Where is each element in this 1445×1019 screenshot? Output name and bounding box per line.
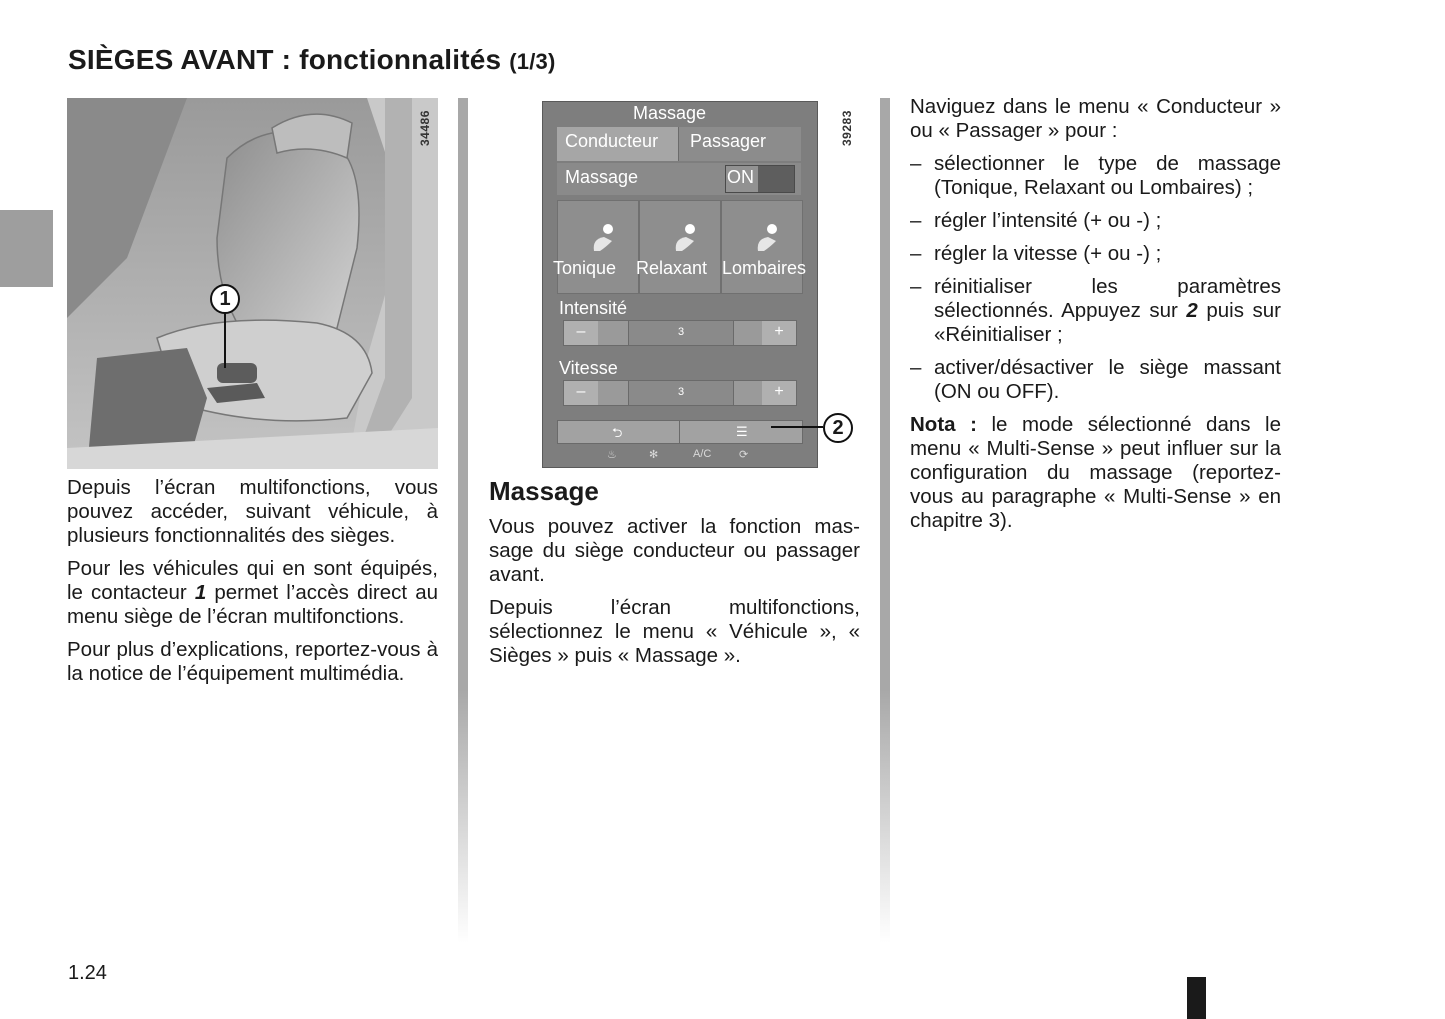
b4-before: réinitialiser les paramètres sélectionnés. Appuyez sur [934,275,1281,322]
speed-label: Vitesse [559,358,618,378]
callout-1: 1 [210,284,240,314]
title-part: (1/3) [509,49,556,74]
col1-p2-ref: 1 [194,581,207,604]
nota-paragraph [910,413,1281,533]
b4-after: puis sur «Réinitialiser ; [934,299,1281,346]
col1-paragraph-2 [67,557,438,629]
column-1 [67,476,438,695]
page-number: 1.24 [68,962,107,984]
column-divider-2 [880,98,890,943]
col1-p2-after: permet l’accès direct au menu siège de l’écran multifonctions. [67,581,438,628]
fan-icon: ✻ [649,449,659,461]
speed-value: 3 [677,386,685,398]
mode-relaxant-label: Relaxant [636,258,708,278]
col3-intro: Naviguez dans le menu « Conducteur » ou « Passager » pour : [910,95,1281,142]
mode-lombaires-label: Lombaires [722,258,807,278]
col1-paragraph-1: Depuis l’écran multifonctions, vous pouvez accéder, suivant véhicule, à plusieurs fonctionnalités des sièges. [67,476,438,547]
intensity-label: Intensité [559,298,628,318]
callout-leader [489,98,860,468]
recirculation-icon: ⟳ [739,449,749,461]
intensity-minus-button[interactable]: – [564,321,598,345]
mode-tonique-label: Tonique [553,258,617,278]
seat-heat-icon: ♨ [607,449,617,461]
column-2 [489,476,860,677]
chapter-tab [0,210,53,287]
list-item: – régler l’intensité (+ ou -) ; [910,209,1281,233]
menu-list-icon[interactable]: ☰ [736,424,748,439]
speed-plus-button[interactable]: + [762,381,796,405]
column-divider-1 [458,98,468,943]
title-text: SIÈGES AVANT : fonctionnalités [68,44,502,75]
screen-illustration [489,98,860,468]
col1-paragraph-3: Pour plus d’explications, reportez-vous à la notice de l’équipement multimédia. [67,638,438,685]
massage-label: Massage [565,167,639,187]
nota-label: Nota : [910,413,977,436]
page-corner-mark [1187,977,1206,1019]
tab-conducteur-label: Conducteur [565,131,659,151]
back-arrow-icon[interactable]: ⮌ [612,425,623,440]
seat-drawing [67,98,438,469]
seat-illustration [67,98,438,469]
list-item [910,275,1281,347]
tab-passager-label[interactable]: Passager [690,131,767,151]
figure-ref-screen: 39283 [840,110,854,146]
col2-paragraph-1: Vous pouvez activer la fonction mas-sage du siège conducteur ou passager avant. [489,515,860,586]
b4-ref: 2 [1186,299,1198,322]
list-item: – sélectionner le type de massage (Tonique, Relaxant ou Lombaires) ; [910,152,1281,200]
list-item: – activer/désactiver le siège massant (ON ou OFF). [910,356,1281,404]
speed-minus-button[interactable]: – [564,381,598,405]
intensity-value: 3 [677,326,685,338]
toggle-value: ON [727,167,754,187]
instructions-list [910,152,1281,404]
nota-text: le mode sélectionné dans le menu « Multi-Sense » peut influer sur la configuration du massage (reportez-vous au paragraphe « Multi-Sense » en chapitre 3). [910,413,1282,532]
ac-label: A/C [693,448,712,460]
col1-p2-before: Pour les véhicules qui en sont équipés, le contacteur [67,557,438,604]
screen-title: Massage [633,103,707,123]
list-item: – régler la vitesse (+ ou -) ; [910,242,1281,266]
figure-ref-seat: 34486 [418,110,432,146]
column-3 [910,95,1281,542]
col2-paragraph-2: Depuis l’écran multifonctions, sélectionnez le menu « Véhicule », « Sièges » puis « Massage ». [489,596,860,667]
page-title [68,44,556,76]
callout-2: 2 [823,413,853,443]
massage-heading: Massage [489,476,599,506]
intensity-plus-button[interactable]: + [762,321,796,345]
